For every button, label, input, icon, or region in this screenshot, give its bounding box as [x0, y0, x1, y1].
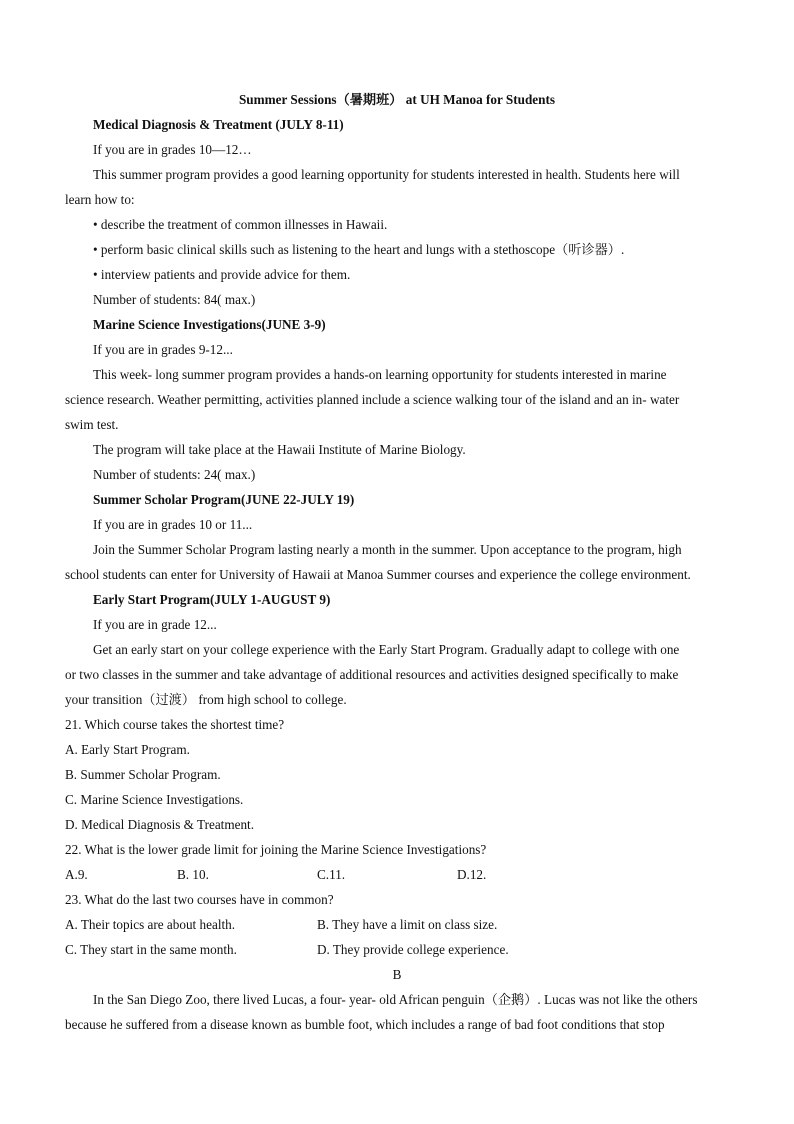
paragraph-line: swim test. [65, 417, 119, 432]
paragraph-line: your transition（过渡） from high school to college. [65, 692, 347, 707]
answer-option: A. Their topics are about health. [65, 917, 236, 932]
bullet-item: • interview patients and provide advice for them. [93, 267, 351, 282]
paragraph-line: In the San Diego Zoo, there lived Lucas, a four- year- old African penguin（企鹅）. Lucas was not like the others [93, 992, 698, 1007]
answer-option: A.9. [65, 867, 88, 882]
passage-b-label: B [392, 967, 402, 982]
question-21-stem: 21. Which course takes the shortest time? [65, 717, 285, 732]
answer-option: D. They provide college experience. [317, 942, 509, 957]
grades-line: If you are in grades 10 or 11... [93, 517, 253, 532]
section-heading-medical: Medical Diagnosis & Treatment (JULY 8-11) [93, 117, 344, 132]
answer-option: C. Marine Science Investigations. [65, 792, 244, 807]
section-heading-marine: Marine Science Investigations(JUNE 3-9) [93, 317, 326, 332]
answer-option: B. Summer Scholar Program. [65, 767, 221, 782]
paragraph-line: or two classes in the summer and take advantage of additional resources and activities designed specifically to make [65, 667, 679, 682]
answer-option: B. They have a limit on class size. [317, 917, 498, 932]
paragraph-line: school students can enter for University of Hawaii at Manoa Summer courses and experience the college environment. [65, 567, 691, 582]
answer-option: D.12. [457, 867, 487, 882]
grades-line: If you are in grades 9-12... [93, 342, 233, 357]
question-22-stem: 22. What is the lower grade limit for joining the Marine Science Investigations? [65, 842, 487, 857]
page-title: Summer Sessions（暑期班） at UH Manoa for Students [238, 92, 556, 107]
grades-line: If you are in grade 12... [93, 617, 217, 632]
bullet-icon: • [93, 267, 98, 282]
answer-option: C.11. [317, 867, 346, 882]
paragraph-line: because he suffered from a disease known as bumble foot, which includes a range of bad foot conditions that stop [65, 1017, 665, 1032]
paragraph-line: Get an early start on your college experience with the Early Start Program. Gradually adapt to college with one [93, 642, 680, 657]
paragraph-line: This week- long summer program provides a hands-on learning opportunity for students interested in marine [93, 367, 667, 382]
section-heading-early-start: Early Start Program(JULY 1-AUGUST 9) [93, 592, 331, 607]
students-line: Number of students: 24( max.) [93, 467, 256, 482]
answer-option: B. 10. [177, 867, 209, 882]
paragraph-line: Join the Summer Scholar Program lasting nearly a month in the summer. Upon acceptance to the program, high [93, 542, 682, 557]
answer-option: A. Early Start Program. [65, 742, 190, 757]
bullet-icon: • [93, 242, 98, 257]
section-heading-scholar: Summer Scholar Program(JUNE 22-JULY 19) [93, 492, 355, 507]
answer-option: C. They start in the same month. [65, 942, 237, 957]
students-line: Number of students: 84( max.) [93, 292, 256, 307]
bullet-item: • describe the treatment of common illnesses in Hawaii. [93, 217, 388, 232]
question-23-stem: 23. What do the last two courses have in common? [65, 892, 334, 907]
location-line: The program will take place at the Hawaii Institute of Marine Biology. [93, 442, 466, 457]
answer-option: D. Medical Diagnosis & Treatment. [65, 817, 255, 832]
paragraph-line: This summer program provides a good learning opportunity for students interested in health. Students here will [93, 167, 680, 182]
grades-line: If you are in grades 10—12… [93, 142, 252, 157]
bullet-item: • perform basic clinical skills such as listening to the heart and lungs with a stethoscope（听诊器）. [93, 242, 625, 257]
bullet-icon: • [93, 217, 98, 232]
paragraph-line: learn how to: [65, 192, 135, 207]
paragraph-line: science research. Weather permitting, activities planned include a science walking tour of the island and an in- water [65, 392, 680, 407]
